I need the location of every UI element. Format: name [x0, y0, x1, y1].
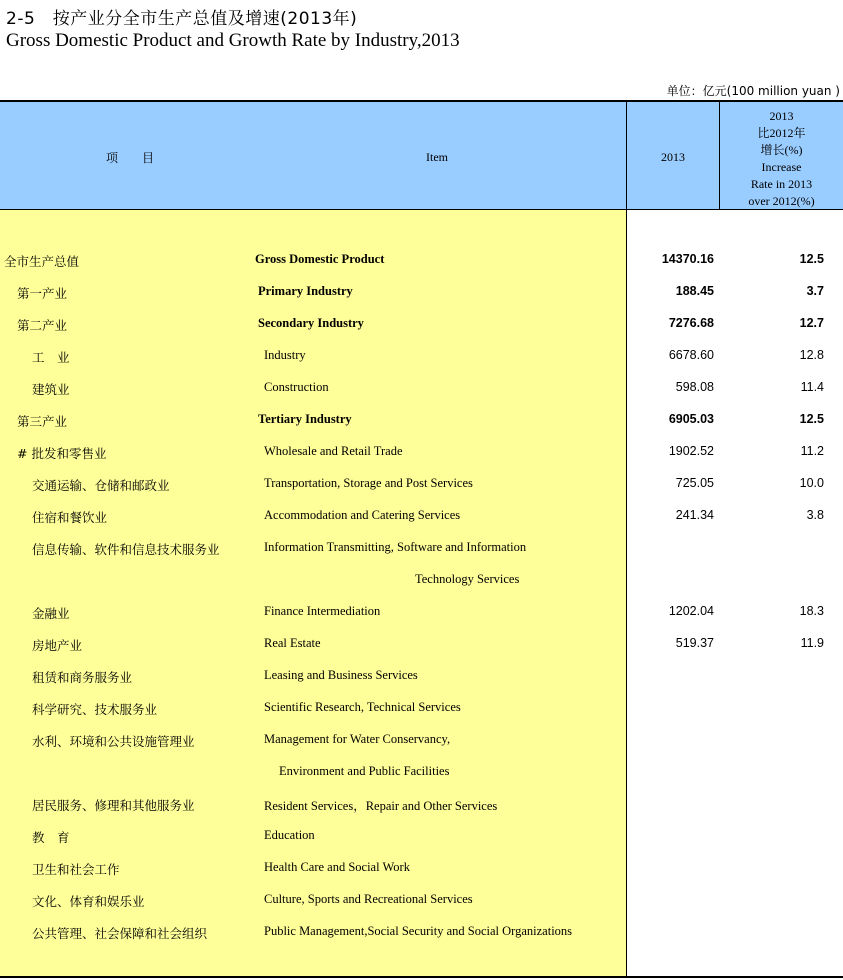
table-row [0, 692, 843, 724]
row-growth-rate: 12.8 [799, 348, 824, 362]
row-value-2013: 1202.04 [668, 604, 714, 618]
header-rate-line: 2013 [769, 109, 794, 123]
table-row [0, 372, 843, 404]
row-label-chinese: 信息传输、软件和信息技术服务业 [32, 542, 220, 557]
table-row [0, 852, 843, 884]
table-row [0, 660, 843, 692]
table-row [0, 724, 843, 756]
row-label-chinese: 文化、体育和娱乐业 [32, 894, 145, 909]
row-label-chinese: # 批发和零售业 [17, 446, 107, 461]
row-label-english: Gross Domestic Product [255, 252, 385, 266]
table-bottom-border [0, 976, 843, 978]
row-label-english: Primary Industry [258, 284, 353, 298]
row-value-2013: 725.05 [675, 476, 714, 490]
row-growth-rate: 3.7 [806, 284, 824, 298]
table-row [0, 916, 843, 948]
row-value-2013: 1902.52 [668, 444, 714, 458]
row-label-english: Construction [264, 380, 329, 394]
row-label-chinese: 第一产业 [17, 286, 68, 301]
row-value-2013: 6678.60 [668, 348, 714, 362]
table-row [0, 340, 843, 372]
header-rate-line: 增长(%) [760, 143, 803, 157]
table-row [0, 500, 843, 532]
row-label-chinese: 第二产业 [17, 318, 68, 333]
row-growth-rate: 11.9 [800, 636, 824, 650]
row-label-english: Secondary Industry [258, 316, 364, 330]
row-label-chinese: 建筑业 [32, 382, 70, 397]
row-growth-rate: 11.4 [800, 380, 824, 394]
row-value-2013: 598.08 [675, 380, 714, 394]
row-label-chinese: 教 育 [32, 830, 70, 845]
row-growth-rate: 12.5 [799, 252, 824, 266]
header-item-cell [0, 100, 626, 210]
header-rate-text [720, 108, 843, 210]
row-label-english: Information Transmitting, Software and Information [264, 540, 527, 554]
row-label-english: Transportation, Storage and Post Services [264, 476, 473, 490]
table-row [0, 628, 843, 660]
row-label-english: Tertiary Industry [258, 412, 352, 426]
gdp-table [0, 100, 843, 978]
row-label-chinese: 公共管理、社会保障和社会组织 [32, 926, 208, 941]
row-label-english: Finance Intermediation [264, 604, 381, 618]
row-label-chinese: 金融业 [32, 606, 70, 621]
row-label-english: Health Care and Social Work [264, 860, 410, 874]
header-item-english: Item [426, 150, 448, 164]
row-label-english: Culture, Sports and Recreational Services [264, 892, 473, 906]
header-item-chinese: 项 目 [106, 151, 161, 165]
header-year-cell [626, 100, 719, 210]
row-value-2013: 188.45 [675, 284, 714, 298]
row-growth-rate: 10.0 [799, 476, 824, 490]
row-label-chinese: 科学研究、技术服务业 [32, 702, 158, 717]
row-value-2013: 241.34 [675, 508, 714, 522]
row-label-chinese: 全市生产总值 [4, 254, 80, 269]
header-year: 2013 [661, 150, 685, 164]
row-label-english: Accommodation and Catering Services [264, 508, 461, 522]
header-rate-line: Increase [761, 160, 802, 174]
page-title-english: Gross Domestic Product and Growth Rate by Industry,2013 [6, 30, 460, 51]
table-row [0, 884, 843, 916]
row-label-english: Leasing and Business Services [264, 668, 418, 682]
table-row [0, 468, 843, 500]
table-row [0, 436, 843, 468]
row-growth-rate: 18.3 [799, 604, 824, 618]
row-growth-rate: 12.7 [799, 316, 824, 330]
row-label-english: Real Estate [264, 636, 321, 650]
row-value-2013: 519.37 [675, 636, 714, 650]
row-label-english: Wholesale and Retail Trade [264, 444, 403, 458]
row-value-2013: 7276.68 [668, 316, 714, 330]
row-label-english: Management for Water Conservancy, [264, 732, 451, 746]
row-growth-rate: 11.2 [800, 444, 824, 458]
row-label-english: Public Management,Social Security and Social Organizations [264, 924, 573, 938]
header-rate-line: Rate in 2013 [750, 177, 813, 191]
table-row [0, 404, 843, 436]
row-label-chinese: 第三产业 [17, 414, 68, 429]
row-label-chinese: 水利、环境和公共设施管理业 [32, 734, 195, 749]
row-label-chinese: 交通运输、仓储和邮政业 [32, 478, 170, 493]
row-label-english: Industry [264, 348, 306, 362]
table-row [0, 276, 843, 308]
header-rate-cell [719, 100, 843, 210]
row-growth-rate: 3.8 [806, 508, 824, 522]
row-growth-rate: 12.5 [799, 412, 824, 426]
table-row [0, 308, 843, 340]
table-row [0, 756, 843, 788]
row-label-chinese: 住宿和餐饮业 [32, 510, 108, 525]
row-value-2013: 14370.16 [661, 252, 714, 266]
row-label-chinese: 工 业 [32, 350, 70, 365]
page-title-chinese: 2-5 按产业分全市生产总值及增速(2013年) [6, 9, 358, 29]
header-rate-line: 比2012年 [757, 126, 806, 140]
row-label-chinese: 卫生和社会工作 [32, 862, 120, 877]
row-label-english: Environment and Public Facilities [279, 764, 450, 778]
table-row [0, 596, 843, 628]
row-label-chinese: 房地产业 [32, 638, 83, 653]
row-label-chinese: 租赁和商务服务业 [32, 670, 133, 685]
table-row [0, 820, 843, 852]
row-label-english: Scientific Research, Technical Services [264, 700, 461, 714]
header-rate-line: over 2012(%) [748, 194, 815, 208]
table-row [0, 788, 843, 820]
row-label-chinese: 居民服务、修理和其他服务业 [32, 798, 195, 813]
row-value-2013: 6905.03 [668, 412, 714, 426]
unit-label: 单位：亿元(100 million yuan ) [666, 84, 840, 98]
row-label-english: Technology Services [415, 572, 520, 586]
row-label-english: Education [264, 828, 315, 842]
row-label-english: Resident Services，Repair and Other Services [264, 799, 498, 813]
table-row [0, 244, 843, 276]
table-row [0, 532, 843, 564]
table-row [0, 564, 843, 596]
